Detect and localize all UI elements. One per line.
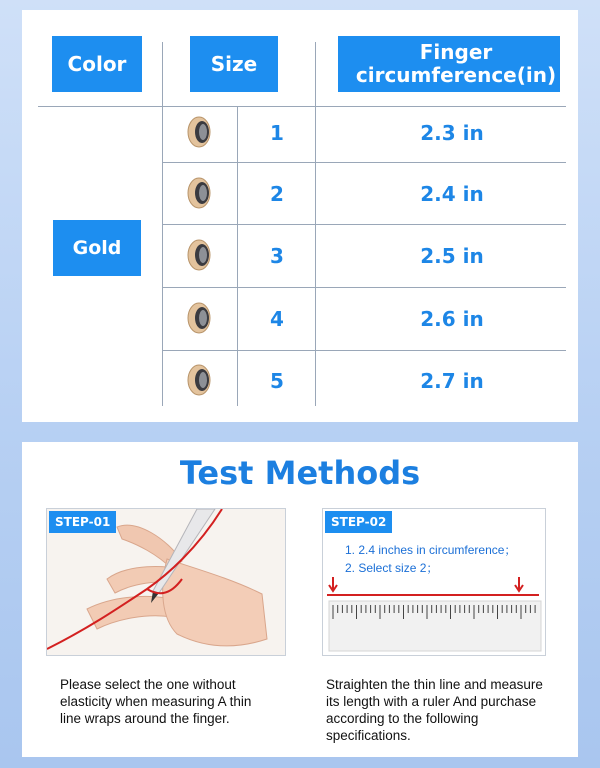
- test-methods-title: Test Methods: [179, 454, 421, 492]
- gold-ring-icon: [182, 363, 216, 397]
- gold-ring-icon: [182, 301, 216, 335]
- size-value: 4: [270, 307, 284, 331]
- step-2-line-1: 1. 2.4 inches in circumference；: [345, 543, 517, 557]
- step-2-description: Straighten the thin line and measure its length with a ruler And purchase according to the following specifications.: [326, 677, 543, 743]
- size-value: 5: [270, 369, 284, 393]
- header-divider: [38, 106, 566, 107]
- step-2-image: [322, 508, 546, 656]
- circumference-value: 2.6 in: [420, 307, 484, 331]
- test-methods-panel: [22, 442, 578, 757]
- circumference-value: 2.5 in: [420, 244, 484, 268]
- circumference-value: 2.7 in: [420, 369, 484, 393]
- gold-ring-icon: [182, 238, 216, 272]
- gold-color-label: Gold: [53, 220, 141, 276]
- circumference-value: 2.3 in: [420, 121, 484, 145]
- size-chart-panel: [22, 10, 578, 422]
- size-value: 3: [270, 244, 284, 268]
- size-value: 2: [270, 182, 284, 206]
- step-2-line-2: 2. Select size 2；: [345, 561, 439, 575]
- circumference-header: Finger circumference(in): [338, 36, 560, 92]
- step-1-image: [46, 508, 286, 656]
- step-2-badge: STEP-02: [325, 511, 392, 533]
- row-divider: [162, 287, 566, 288]
- circumference-value: 2.4 in: [420, 182, 484, 206]
- arrow-down-icon: [515, 577, 523, 591]
- gold-ring-icon: [182, 176, 216, 210]
- row-divider: [162, 162, 566, 163]
- size-header: Size: [190, 36, 278, 92]
- size-value: 1: [270, 121, 284, 145]
- row-divider: [162, 350, 566, 351]
- color-header: Color: [52, 36, 142, 92]
- gold-ring-icon: [182, 115, 216, 149]
- step-1-description: Please select the one without elasticity when measuring A thin line wraps around the finger.: [60, 677, 252, 726]
- column-divider: [237, 106, 238, 406]
- arrow-down-icon: [329, 577, 337, 591]
- row-divider: [162, 224, 566, 225]
- step-1-badge: STEP-01: [49, 511, 116, 533]
